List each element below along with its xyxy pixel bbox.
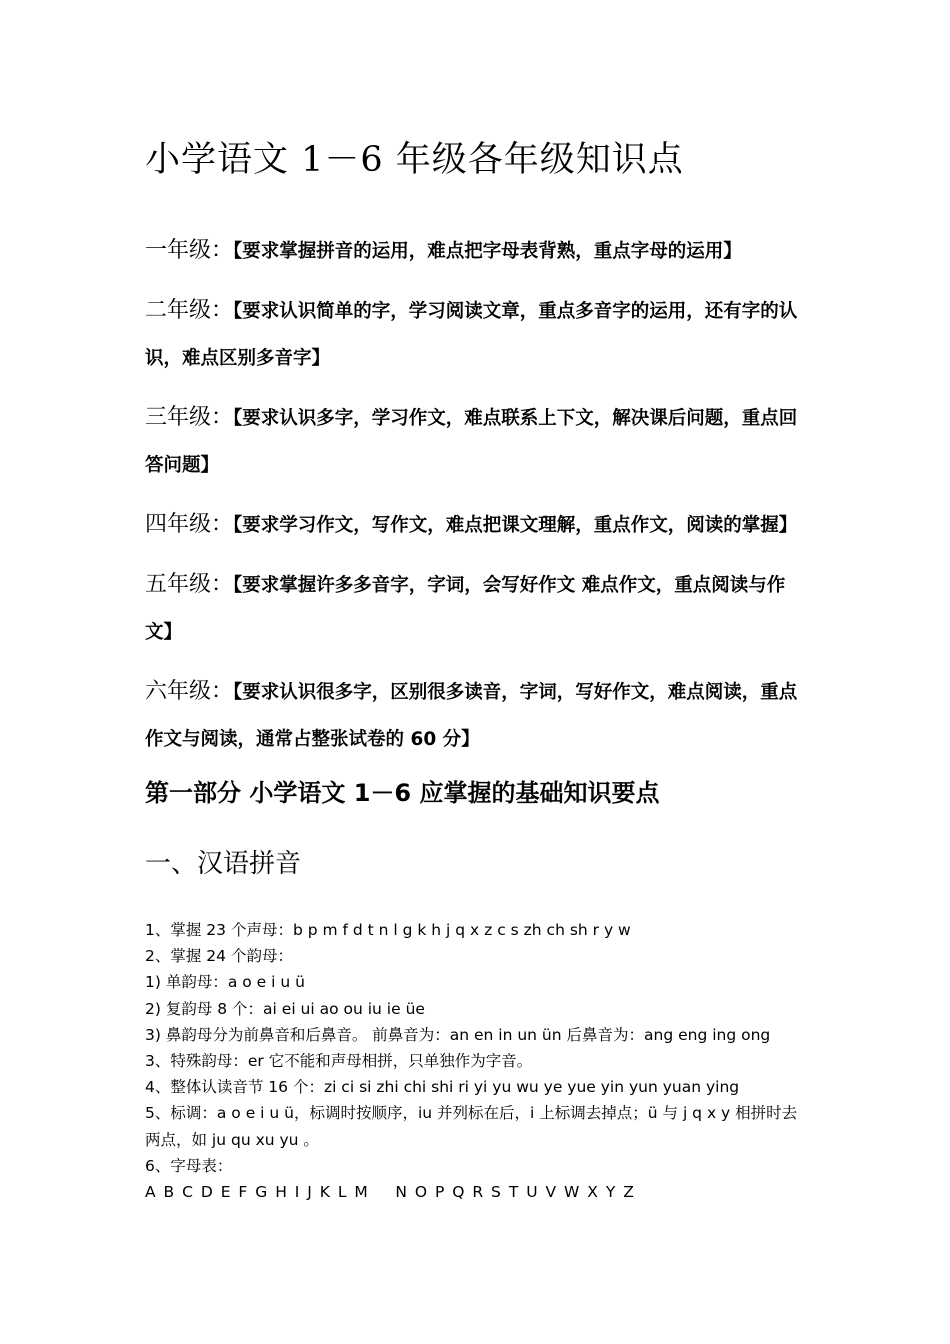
grade-item-4 (145, 502, 810, 549)
alphabet-second-half: N O P Q R S T U V W X Y Z (395, 1183, 636, 1202)
grade-text: 【要求认识简单的字，学习阅读文章，重点多音字的运用，还有字的认识，难点区别多音字】 (145, 301, 798, 369)
point-line: 6、字母表： (145, 1156, 233, 1175)
page-title: 小学语文 1－6 年级各年级知识点 (145, 140, 684, 180)
grade-text: 【要求认识多字，学习作文，难点联系上下文，解决课后问题，重点回答问题】 (145, 408, 798, 476)
point-line: 1) 单韵母：a o e i u ü (145, 973, 305, 992)
grade-list (145, 228, 810, 776)
point-line: 1、掌握 23 个声母：b p m f d t n l g k h j q x z c s zh ch sh r y w (145, 921, 631, 939)
grade-label: 二年级： (145, 298, 234, 323)
grade-text: 【要求掌握许多多音字，字词，会写好作文 难点作文，重点阅读与作文】 (145, 575, 786, 643)
point-line: 3) 鼻韵母分为前鼻音和后鼻音。 前鼻音为：an en in un ün 后鼻音为：ang eng ing ong (145, 1025, 771, 1044)
grade-item-5 (145, 562, 810, 656)
grade-text: 【要求掌握拼音的运用，难点把字母表背熟，重点字母的运用】 (233, 241, 742, 262)
point-line: 5、标调：a o e i u ü，标调时按顺序，iu 并列标在后，i 上标调去掉点；ü 与 j q x y 相拼时去两点，如 ju qu xu yu 。 (145, 1104, 798, 1149)
grade-label: 四年级： (145, 512, 234, 537)
grade-item-1 (145, 228, 810, 275)
grade-text: 【要求认识很多字，区别很多读音，字词，写好作文，难点阅读，重点作文与阅读，通常占整张试卷的 60 分】 (145, 682, 798, 750)
section-title: 一、汉语拼音 (145, 849, 302, 879)
pinyin-points (145, 917, 810, 1205)
grade-label: 三年级： (145, 405, 234, 430)
grade-label: 一年级： (145, 238, 234, 263)
grade-item-3 (145, 395, 810, 489)
grade-label: 六年级： (145, 679, 234, 704)
point-line: 2) 复韵母 8 个：ai ei ui ao ou iu ie üe (145, 999, 425, 1018)
part-title: 第一部分 小学语文 1－6 应掌握的基础知识要点 (145, 779, 660, 807)
alphabet-line (145, 1179, 810, 1205)
grade-text: 【要求学习作文，写作文，难点把课文理解，重点作文，阅读的掌握】 (233, 515, 798, 536)
alphabet-first-half: A B C D E F G H I J K L M (145, 1183, 370, 1202)
point-line: 2、掌握 24 个韵母： (145, 947, 293, 966)
point-line: 4、整体认读音节 16 个：zi ci si zhi chi shi ri yi yu wu ye yue yin yun yuan ying (145, 1078, 740, 1097)
grade-item-6 (145, 669, 810, 763)
grade-label: 五年级： (145, 572, 234, 597)
grade-item-2 (145, 288, 810, 382)
point-line: 3、特殊韵母：er 它不能和声母相拼，只单独作为字音。 (145, 1052, 533, 1071)
